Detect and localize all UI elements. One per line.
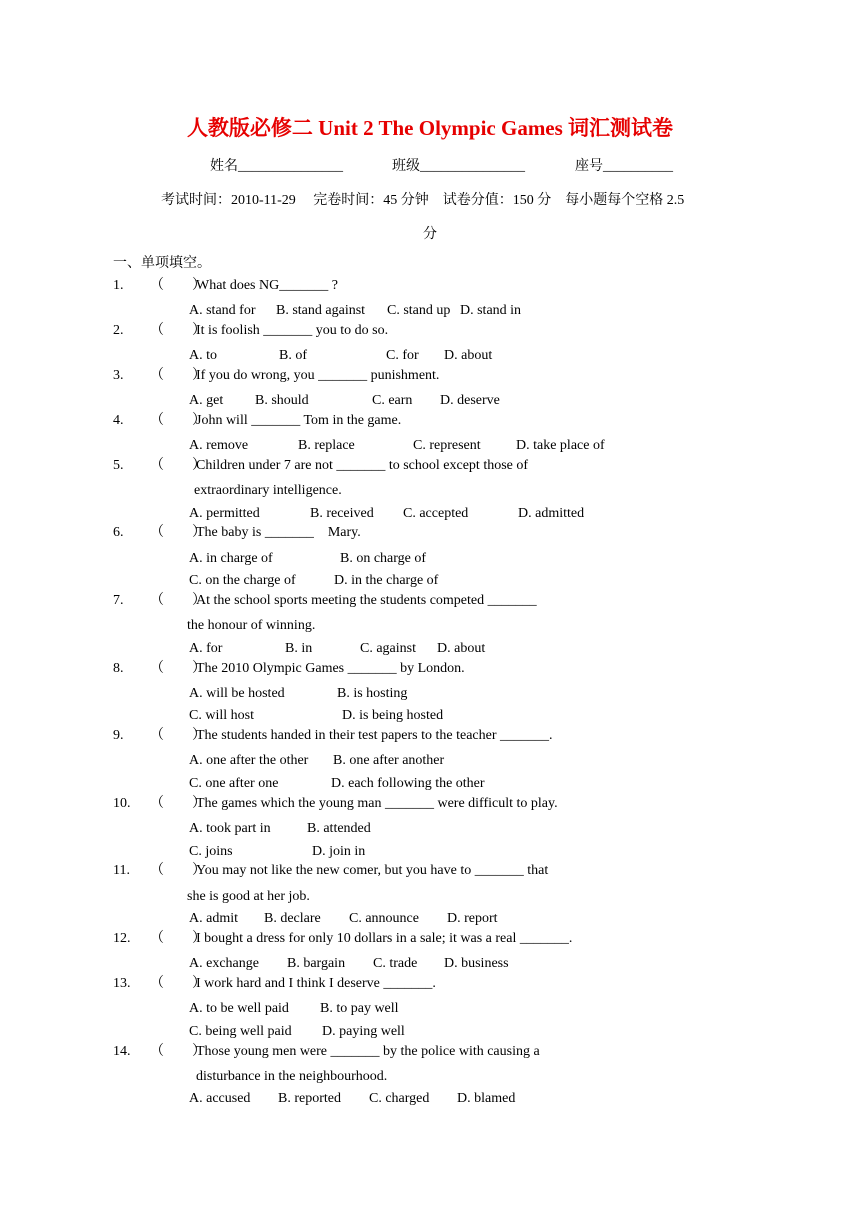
answer-option[interactable]: C. stand up — [387, 303, 451, 318]
question-number: 8. — [113, 661, 124, 676]
answer-option[interactable]: B. bargain — [287, 956, 346, 971]
answer-option[interactable]: A. to be well paid — [189, 1001, 289, 1016]
answer-option[interactable]: D. paying well — [322, 1024, 405, 1039]
answer-option[interactable]: A. will be hosted — [189, 686, 285, 701]
answer-option[interactable]: B. replace — [298, 438, 355, 453]
answer-blank[interactable]: （ ） — [150, 796, 206, 811]
answer-option[interactable]: A. in charge of — [189, 551, 273, 566]
question-text: I bought a dress for only 10 dollars in a sale; it was a real _______. — [196, 931, 573, 946]
answer-option[interactable]: A. exchange — [189, 956, 259, 971]
answer-blank[interactable]: （ ） — [150, 976, 206, 991]
answer-blank[interactable]: （ ） — [150, 1044, 206, 1059]
answer-option[interactable]: C. announce — [349, 911, 419, 926]
question-text-continued: she is good at her job. — [187, 889, 310, 904]
answer-blank[interactable]: （ ） — [150, 458, 206, 473]
question-text: John will _______ Tom in the game. — [196, 413, 402, 428]
answer-option[interactable]: A. permitted — [189, 506, 260, 521]
answer-option[interactable]: C. trade — [373, 956, 418, 971]
question-text: You may not like the new comer, but you have to _______ that — [196, 863, 549, 878]
question-number: 4. — [113, 413, 124, 428]
answer-option[interactable]: B. on charge of — [340, 551, 427, 566]
question-text-continued: disturbance in the neighbourhood. — [196, 1069, 388, 1084]
section-heading: 一、单项填空。 — [113, 256, 211, 271]
answer-option[interactable]: D. deserve — [440, 393, 500, 408]
question-text: The 2010 Olympic Games _______ by London. — [196, 661, 465, 676]
question-number: 7. — [113, 593, 124, 608]
question-text-continued: extraordinary intelligence. — [194, 483, 342, 498]
answer-blank[interactable]: （ ） — [150, 413, 206, 428]
question-number: 2. — [113, 323, 124, 338]
answer-option[interactable]: C. accepted — [403, 506, 469, 521]
answer-option[interactable]: C. one after one — [189, 776, 279, 791]
answer-option[interactable]: A. to — [189, 348, 217, 363]
question-number: 10. — [113, 796, 131, 811]
answer-option[interactable]: B. is hosting — [337, 686, 408, 701]
answer-option[interactable]: C. against — [360, 641, 416, 656]
answer-option[interactable]: D. about — [444, 348, 493, 363]
answer-option[interactable]: B. in — [285, 641, 313, 656]
answer-blank[interactable]: （ ） — [150, 728, 206, 743]
answer-option[interactable]: B. attended — [307, 821, 371, 836]
question-number: 14. — [113, 1044, 131, 1059]
answer-option[interactable]: A. admit — [189, 911, 238, 926]
answer-option[interactable]: B. received — [310, 506, 374, 521]
question-text: The students handed in their test papers to the teacher _______. — [196, 728, 553, 743]
answer-option[interactable]: A. accused — [189, 1091, 251, 1106]
answer-option[interactable]: D. admitted — [518, 506, 585, 521]
answer-option[interactable]: D. stand in — [460, 303, 522, 318]
answer-option[interactable]: C. represent — [413, 438, 481, 453]
page-title: 人教版必修二 Unit 2 The Olympic Games 词汇测试卷 — [186, 116, 674, 140]
answer-option[interactable]: A. stand for — [189, 303, 256, 318]
answer-option[interactable]: C. joins — [189, 844, 233, 859]
answer-blank[interactable]: （ ） — [150, 863, 206, 878]
question-number: 13. — [113, 976, 131, 991]
question-number: 3. — [113, 368, 124, 383]
answer-option[interactable]: B. one after another — [333, 753, 445, 768]
answer-blank[interactable]: （ ） — [150, 525, 206, 540]
answer-option[interactable]: D. about — [437, 641, 486, 656]
question-number: 5. — [113, 458, 124, 473]
question-text: What does NG_______ ? — [196, 278, 338, 293]
answer-option[interactable]: D. is being hosted — [342, 708, 444, 723]
answer-blank[interactable]: （ ） — [150, 593, 206, 608]
name-field: 姓名_______________ — [210, 159, 343, 174]
question-text: I work hard and I think I deserve _______. — [196, 976, 436, 991]
question-text: The games which the young man _______ were difficult to play. — [196, 796, 558, 811]
question-number: 11. — [113, 863, 130, 878]
question-number: 1. — [113, 278, 124, 293]
answer-option[interactable]: A. remove — [189, 438, 249, 453]
answer-option[interactable]: B. declare — [264, 911, 321, 926]
answer-option[interactable]: C. earn — [372, 393, 413, 408]
question-number: 9. — [113, 728, 124, 743]
answer-option[interactable]: A. took part in — [189, 821, 271, 836]
answer-blank[interactable]: （ ） — [150, 278, 206, 293]
exam-info-line2: 分 — [423, 227, 437, 242]
answer-option[interactable]: D. join in — [312, 844, 366, 859]
answer-blank[interactable]: （ ） — [150, 368, 206, 383]
question-text: At the school sports meeting the students competed _______ — [196, 593, 537, 608]
question-text: It is foolish _______ you to do so. — [196, 323, 389, 338]
question-number: 6. — [113, 525, 124, 540]
answer-option[interactable]: B. should — [255, 393, 309, 408]
answer-option[interactable]: B. stand against — [276, 303, 366, 318]
answer-option[interactable]: A. for — [189, 641, 223, 656]
answer-option[interactable]: C. for — [386, 348, 419, 363]
answer-option[interactable]: D. blamed — [457, 1091, 516, 1106]
answer-option[interactable]: B. reported — [278, 1091, 341, 1106]
question-text: Children under 7 are not _______ to school except those of — [196, 458, 529, 473]
answer-blank[interactable]: （ ） — [150, 931, 206, 946]
answer-blank[interactable]: （ ） — [150, 661, 206, 676]
answer-option[interactable]: D. report — [447, 911, 498, 926]
answer-option[interactable]: D. each following the other — [331, 776, 485, 791]
answer-option[interactable]: C. will host — [189, 708, 254, 723]
answer-option[interactable]: A. get — [189, 393, 224, 408]
answer-option[interactable]: C. on the charge of — [189, 573, 296, 588]
answer-option[interactable]: A. one after the other — [189, 753, 309, 768]
question-number: 12. — [113, 931, 131, 946]
answer-option[interactable]: D. business — [444, 956, 509, 971]
seat-field: 座号__________ — [575, 159, 673, 174]
question-text: If you do wrong, you _______ punishment. — [196, 368, 440, 383]
answer-option[interactable]: C. being well paid — [189, 1024, 292, 1039]
question-text: Those young men were _______ by the police with causing a — [196, 1044, 540, 1059]
answer-option[interactable]: C. charged — [369, 1091, 430, 1106]
answer-option[interactable]: B. of — [279, 348, 307, 363]
class-field: 班级_______________ — [392, 159, 525, 174]
question-text-continued: the honour of winning. — [187, 618, 316, 633]
exam-info-line1: 考试时间：2010-11-29 完卷时间：45 分钟 试卷分值：150 分 每小题每个空格 2.5 — [161, 193, 685, 208]
question-text: The baby is _______ Mary. — [196, 525, 361, 540]
answer-option[interactable]: B. to pay well — [320, 1001, 399, 1016]
answer-blank[interactable]: （ ） — [150, 323, 206, 338]
answer-option[interactable]: D. take place of — [516, 438, 605, 453]
answer-option[interactable]: D. in the charge of — [334, 573, 439, 588]
